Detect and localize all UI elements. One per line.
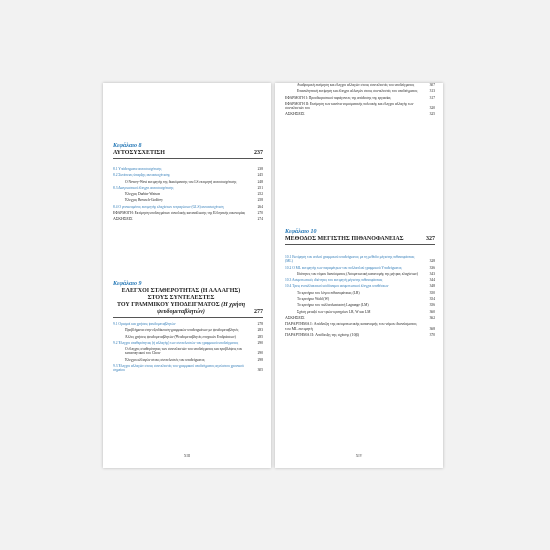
- toc-entry-page: 270: [257, 211, 263, 216]
- toc-entry[interactable]: [285, 278, 435, 282]
- toc-entry[interactable]: [113, 198, 263, 202]
- toc-entry-page: 278: [257, 322, 263, 326]
- toc-entry-title: O Newey-West εκτιμητής της διακύμανσης του LS εκτιμητή αυτοσυσχέτισης: [125, 179, 237, 184]
- toc-entry[interactable]: [113, 192, 263, 196]
- toc-entry[interactable]: [113, 180, 263, 184]
- toc-entry[interactable]: [285, 112, 435, 116]
- toc-entry[interactable]: [113, 341, 263, 345]
- toc-entry[interactable]: [285, 266, 435, 270]
- toc-entry[interactable]: [285, 102, 435, 111]
- toc-entry[interactable]: [113, 217, 263, 221]
- toc-entry[interactable]: [285, 297, 435, 301]
- toc-entry[interactable]: [113, 186, 263, 190]
- chapter-label: Κεφάλαιο 8: [113, 143, 142, 149]
- toc-entry-title: Αναδρομική εκτίμηση και έλεγχοι αλλαγών στους συντελεστές του υποδείγματος: [297, 83, 415, 87]
- toc-entry-page: 285: [257, 334, 263, 339]
- toc-entry-page: 248: [257, 179, 263, 184]
- toc-entry-title: 8.3 Διαγνωστικοί έλεγχοι αυτοσυσχέτισης: [113, 185, 174, 190]
- toc-entry-title: ΠΑΡΑΡΤΗΜΑ I: Απόδειξη της ασυμπτωτικής κατανομής του νόμου διανύσματος του ML εκτιμητή: [285, 321, 417, 331]
- toc-entry-title: 10.4 Τρεις ενναλλακτικοί ισοδύναμοι ασυμπτωτικοί έλεγχοι υποθέσεων: [285, 284, 389, 289]
- chapter-title-line2: ΤΟΥ ΓΡΑΜΜΙΚΟΥ ΥΠΟΔΕΙΓΜΑΤΟΣ: [116, 302, 220, 308]
- toc-entry-page: 370: [429, 332, 435, 337]
- toc-entry-page: 245: [257, 173, 263, 178]
- toc-entry-page: 348: [429, 284, 435, 289]
- toc-entry-page: 343: [429, 271, 435, 276]
- toc-entry-title: Προβλήματα στην εξειδίκευση γραμμικών υποδειγμάτων με ψευδομεταβλητές: [125, 328, 239, 333]
- toc-entry-title: Επαναληπτική εκτίμηση και έλεγχοι αλλαγών στους συντελεστές του υποδείγματος: [297, 89, 418, 94]
- toc-entry-title: ΑΣΚΗΣΕΙΣ: [285, 111, 305, 117]
- toc-entry-title: 9.3 Έλεγχοι αλλαγών στους συντελεστές του γραμμικού υποδείγματος αγνώστου χρονικού σημείου: [113, 364, 244, 373]
- chapter-page: 277: [254, 309, 263, 315]
- toc-entry-title: Έλεγχος Durbin-Watson: [125, 192, 161, 197]
- chapter-title-row: [285, 236, 435, 245]
- toc-entry-page: 317: [429, 95, 435, 100]
- toc-entry[interactable]: [285, 284, 435, 288]
- chapter-9-continued-entries: [285, 83, 435, 119]
- chapter-title-sub: (Η χρήση ψευδομεταβλητών): [157, 302, 245, 315]
- toc-entry-title: Το κριτήριο του λόγου πιθανοφάνειας (LR): [297, 290, 360, 295]
- toc-entry[interactable]: [113, 322, 263, 326]
- toc-entry-page: 350: [429, 290, 435, 295]
- toc-entry[interactable]: [285, 272, 435, 276]
- toc-entry-title: Ο έλεγχος σταθερότητας των συντελεστών του υποδείγματος και προβλέψεις του κατανοητικού του Chow: [125, 347, 243, 356]
- chapter-title: ΜΕΘΟΔΟΣ ΜΕΓΙΣΤΗΣ ΠΙΘΑΝΟΦΑΝΕΙΑΣ: [285, 236, 404, 242]
- toc-entry-page: 305: [257, 368, 263, 373]
- toc-entry-page: 252: [257, 192, 263, 197]
- toc-entry-page: 290: [257, 351, 263, 356]
- toc-entry[interactable]: [113, 347, 263, 356]
- toc-entry-page: 325: [429, 112, 435, 117]
- toc-entry-title: Άλλες χρήσεις ψευδομεταβλητών (Ψευδομεταβλητές εποχικών Επιδράσεων): [125, 334, 236, 339]
- chapter-label: Κεφάλαιο 9: [113, 281, 142, 287]
- chapter-10-entries: [285, 255, 435, 339]
- toc-entry-title: ΑΣΚΗΣΕΙΣ: [285, 314, 305, 320]
- toc-entry[interactable]: [285, 96, 435, 100]
- toc-entry-title: 8.1 Υπόδειγματα αυτοσυσχέτισης: [113, 167, 162, 171]
- toc-entry-title: Έλεγχοι αλλαγών στους συντελεστές του υποδείγματος: [125, 357, 205, 362]
- toc-entry[interactable]: [113, 358, 263, 362]
- chapter-8-entries: [113, 167, 263, 224]
- toc-entry[interactable]: [113, 328, 263, 332]
- toc-entry-title: Ιδιότητες του νόμου διανύσματος (Ασυμπτωτική κατανομής της μήτρας ελαχίστων): [297, 271, 419, 276]
- chapter-title: [113, 288, 249, 316]
- toc-entry-title: Το κριτήριο του πολλαπλασιαστή Lagrange (LM): [297, 303, 369, 308]
- toc-entry-title: ΑΣΚΗΣΕΙΣ: [113, 216, 133, 222]
- toc-entry[interactable]: [285, 310, 435, 314]
- toc-entry-title: Το κριτήριο Wald (W): [297, 297, 330, 302]
- toc-entry-page: 344: [429, 278, 435, 283]
- chapter-page: 237: [254, 150, 263, 156]
- chapter-8-heading: [113, 143, 263, 159]
- toc-entry-title: ΕΦΑΡΜΟΓΗ: Εκτίμηση υποδειγμάτων συνολικής κατανάλωσης της Ελληνικής οικονομίας: [113, 211, 246, 216]
- toc-entry-page: 356: [429, 303, 435, 308]
- toc-entry-page: 290: [257, 340, 263, 345]
- toc-entry[interactable]: [285, 291, 435, 295]
- chapter-title-row: [113, 150, 263, 159]
- toc-entry-page: 258: [257, 198, 263, 203]
- chapter-label: Κεφάλαιο 10: [285, 229, 317, 235]
- toc-entry-page: 283: [257, 328, 263, 333]
- chapter-title: ΑΥΤΟΣΥΣΧΕΤΙΣΗ: [113, 150, 165, 156]
- toc-entry-title: 9.1 Ορισμοί και χρήσεις ψευδομεταβλητών: [113, 322, 176, 326]
- toc-entry-page: 264: [257, 204, 263, 209]
- toc-entry-title: ΕΦΑΡΜΟΓΗ II: Εκτίμηση των κανόνα νομισματικής πολιτικής και έλεγχοι αλλαγής των συντελεστών του: [285, 101, 414, 111]
- toc-entry[interactable]: [285, 303, 435, 307]
- toc-entry-page: 274: [257, 217, 263, 222]
- chapter-page: 327: [426, 236, 435, 242]
- toc-entry-page: 251: [257, 185, 263, 190]
- toc-entry[interactable]: [113, 335, 263, 339]
- page-number: XIII: [183, 454, 191, 458]
- toc-entry-page: 362: [429, 315, 435, 320]
- toc-entry-page: 307: [429, 83, 435, 87]
- toc-entry-page: 238: [257, 167, 263, 171]
- toc-entry-title: 8.4 Ο γενικευμένος εκτιμητής ελαχίστων τετραγώνων (GLS) αυτοσυσχέτιση: [113, 204, 224, 209]
- toc-entry[interactable]: [113, 364, 263, 373]
- chapter-9-entries: [113, 322, 263, 375]
- toc-entry-page: 328: [429, 259, 435, 264]
- toc-entry-title: 8.2 Συνέπειες ύπαρξης αυτοσυσχέτισης: [113, 173, 170, 178]
- chapter-9-heading: [113, 281, 263, 318]
- toc-entry-page: 298: [257, 357, 263, 362]
- chapter-title-row: [113, 288, 263, 318]
- toc-entry-page: 368: [429, 326, 435, 331]
- toc-entry[interactable]: [113, 211, 263, 215]
- toc-entry[interactable]: [285, 322, 435, 331]
- toc-entry[interactable]: [285, 255, 435, 264]
- toc-entry-title: 9.2 Έλεγχοι σταθερότητας (ή αλλαγής) των συντελεστών του γραμμικού υποδείγματος: [113, 340, 239, 345]
- toc-entry-title: Έλεγχος Breusch-Godfrey: [125, 198, 163, 203]
- toc-entry-page: 320: [429, 106, 435, 111]
- toc-entry-page: 360: [429, 309, 435, 314]
- toc-entry[interactable]: [113, 167, 263, 171]
- toc-entry-title: ΕΦΑΡΜΟΓΗ I: Προσδιοριστικοί παράγοντες της απόδοσης της εργασίας: [285, 95, 391, 100]
- toc-entry[interactable]: [113, 205, 263, 209]
- page-number: XIV: [355, 454, 363, 458]
- left-page: [103, 83, 271, 468]
- toc-entry-title: 10.2 O ML εκτιμητής των παραμέτρων του πολλαπλού γραμμικού Υποδείγματος: [285, 265, 402, 270]
- toc-entry[interactable]: [113, 173, 263, 177]
- toc-entry-page: 313: [429, 89, 435, 94]
- toc-entry-page: 336: [429, 265, 435, 270]
- toc-entry-title: 10.3 Ασυμπτωτικές ιδιότητες του εκτιμητή μέγιστης πιθανοφάνειας: [285, 278, 383, 283]
- toc-entry-title: ΠΑΡΑΡΤΗΜΑ II: Απόδειξη της σχέσης (10β): [285, 331, 359, 337]
- toc-entry[interactable]: [285, 333, 435, 337]
- toc-entry[interactable]: [285, 83, 435, 87]
- toc-entry-page: 354: [429, 297, 435, 302]
- toc-entry-title: Σχέση μεταξύ των τριών κριτηρίων LR, W και LM: [297, 309, 371, 314]
- toc-entry-title: 10.1 Εκτίμηση του απλού γραμμικού υποδείγματος με τη μέθοδο μέγιστης πιθανοφάνειας (ML): [285, 255, 415, 264]
- toc-entry[interactable]: [285, 89, 435, 93]
- chapter-title-line1: ΕΛΕΓΧΟΙ ΣΤΑΘΕΡΟΤΗΤΑΣ (Η ΑΛΛΑΓΗΣ) ΣΤΟΥΣ ΣΥΝΤΕΛΕΣΤΕΣ: [121, 288, 241, 301]
- right-page: [275, 83, 443, 468]
- chapter-10-heading: [285, 229, 435, 245]
- toc-entry[interactable]: [285, 316, 435, 320]
